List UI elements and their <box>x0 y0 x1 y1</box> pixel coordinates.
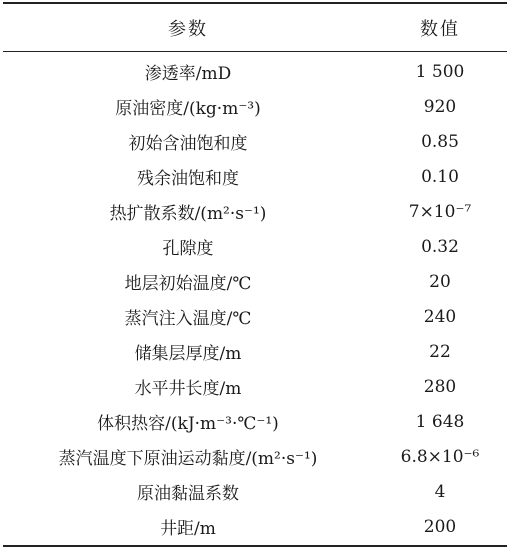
value-cell: 6.8×10⁻⁶ <box>400 446 480 467</box>
value-cell: 0.10 <box>421 166 459 187</box>
table-row <box>3 509 507 544</box>
table-row <box>3 474 507 509</box>
param-cell: 初始含油饱和度 <box>128 134 248 154</box>
param-cell: 体积热容/(kJ·m⁻³·℃⁻¹) <box>97 414 279 434</box>
table-row <box>3 404 507 439</box>
param-cell: 孔隙度 <box>162 239 214 259</box>
table-row <box>3 299 507 334</box>
table-row <box>3 194 507 229</box>
value-cell: 22 <box>429 341 451 362</box>
table-header-row <box>3 5 507 51</box>
header-value: 数值 <box>420 19 460 40</box>
param-cell: 蒸汽注入温度/℃ <box>124 309 252 329</box>
table-row <box>3 334 507 369</box>
param-cell: 热扩散系数/(m²·s⁻¹) <box>109 204 267 224</box>
value-cell: 0.85 <box>421 131 459 152</box>
param-cell: 井距/m <box>160 519 216 539</box>
param-cell: 地层初始温度/℃ <box>124 274 252 294</box>
table-top-rule <box>3 2 507 4</box>
param-cell: 储集层厚度/m <box>134 344 242 364</box>
table-row <box>3 54 507 89</box>
param-cell: 蒸汽温度下原油运动黏度/(m²·s⁻¹) <box>58 449 318 469</box>
value-cell: 0.32 <box>421 236 459 257</box>
param-cell: 水平井长度/m <box>134 379 242 399</box>
value-cell: 4 <box>434 481 446 502</box>
param-cell: 残余油饱和度 <box>137 169 239 189</box>
value-cell: 20 <box>429 271 451 292</box>
table-bottom-rule <box>3 545 507 547</box>
value-cell: 1 500 <box>415 61 465 82</box>
table-row <box>3 369 507 404</box>
param-cell: 原油密度/(kg·m⁻³) <box>115 99 261 119</box>
table-row <box>3 124 507 159</box>
table-row <box>3 229 507 264</box>
table-header-rule <box>3 51 507 52</box>
value-cell: 240 <box>423 306 457 327</box>
param-cell: 原油黏温系数 <box>137 484 239 504</box>
table-row <box>3 264 507 299</box>
value-cell: 200 <box>423 516 457 537</box>
table-row <box>3 439 507 474</box>
value-cell: 1 648 <box>415 411 465 432</box>
table-row <box>3 159 507 194</box>
param-cell: 渗透率/mD <box>144 64 232 84</box>
value-cell: 7×10⁻⁷ <box>408 201 472 222</box>
value-cell: 920 <box>423 96 457 117</box>
header-param: 参数 <box>168 19 208 40</box>
value-cell: 280 <box>423 376 457 397</box>
table-row <box>3 89 507 124</box>
